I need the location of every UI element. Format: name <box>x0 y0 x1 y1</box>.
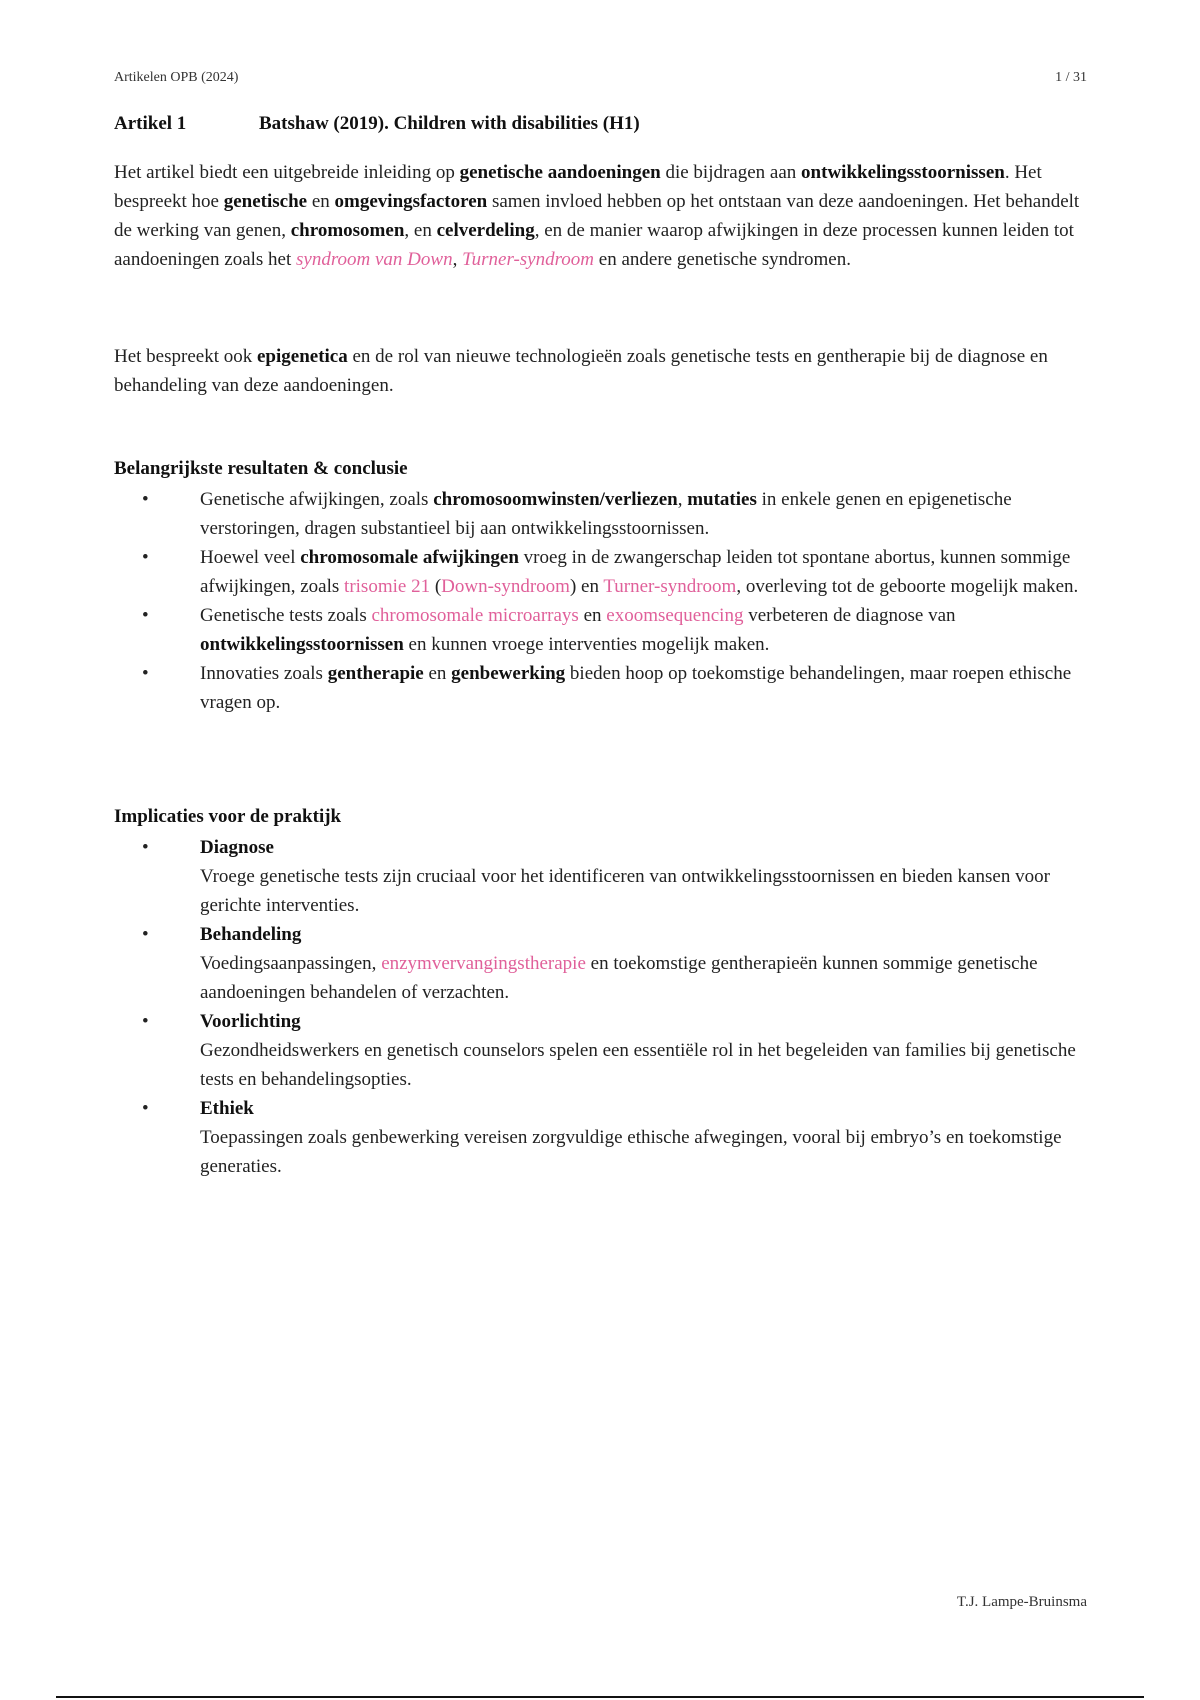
bullet-icon: • <box>142 547 149 568</box>
term-bold: ontwikkelingsstoornissen <box>801 162 1005 183</box>
list-item <box>114 485 1084 543</box>
text-run: en toekomstige gentherapieën kunnen sommige genetische aandoeningen behandelen of verzachten. <box>200 953 1038 1003</box>
text-run: ) en <box>569 576 604 597</box>
footer-author: T.J. Lampe-Bruinsma <box>956 1594 1087 1610</box>
text-run: Het bespreekt ook <box>114 346 257 367</box>
term-bold: ontwikkelingsstoornissen <box>200 634 404 655</box>
term-highlight: syndroom van Down <box>296 249 453 270</box>
text-run: verbeteren de diagnose van <box>743 605 956 626</box>
text-run: , <box>452 249 463 270</box>
text-run: vroeg in de zwangerschap leiden tot spontane abortus, kunnen sommige afwijkingen, zoals <box>200 547 1071 597</box>
term-highlight: Turner-syndroom <box>603 576 737 597</box>
article-title: Batshaw (2019). Children with disabilities (H1) <box>259 113 640 134</box>
text-run: . Het bespreekt hoe <box>114 162 1042 212</box>
text-run: Genetische afwijkingen, zoals <box>200 489 434 510</box>
running-header-title: Artikelen OPB (2024) <box>114 70 239 85</box>
list-item <box>114 659 1084 717</box>
item-label: Diagnose <box>200 837 274 858</box>
bullet-icon: • <box>142 663 149 684</box>
text-run: , en de manier waarop afwijkingen in deze processen kunnen leiden tot aandoeningen zoals het <box>114 220 1074 270</box>
bullet-icon: • <box>142 924 149 945</box>
text-run: bieden hoop op toekomstige behandelingen, maar roepen ethische vragen op. <box>200 663 1072 713</box>
results-list <box>114 485 1084 717</box>
term-bold: gentherapie <box>327 663 424 684</box>
text-run: , overleving tot de geboorte mogelijk maken. <box>736 576 1079 597</box>
list-item <box>114 1007 1084 1094</box>
term-bold: genetische aandoeningen <box>459 162 661 183</box>
intro-paragraph-1 <box>114 158 1084 274</box>
article-heading <box>114 113 640 135</box>
text-run: en kunnen vroege interventies mogelijk maken. <box>403 634 770 655</box>
term-highlight: chromosomale microarrays <box>371 605 579 626</box>
item-text: Toepassingen zoals genbewerking vereisen zorgvuldige ethische afwegingen, vooral bij embryo’s en toekomstige generaties. <box>200 1127 1062 1177</box>
item-label: Voorlichting <box>200 1011 301 1032</box>
term-highlight: enzymvervangingstherapie <box>381 953 586 974</box>
text-run: in enkele genen en epigenetische verstoringen, dragen substantieel bij aan ontwikkelingsstoornissen. <box>200 489 1012 539</box>
term-highlight: Down-syndroom <box>441 576 570 597</box>
list-item <box>114 1094 1084 1181</box>
text-run: Voedingsaanpassingen, <box>200 953 382 974</box>
term-highlight: exoomsequencing <box>606 605 744 626</box>
term-bold: chromosomen <box>290 220 405 241</box>
term-bold: chromosoomwinsten/verliezen <box>433 489 678 510</box>
intro-paragraph-2 <box>114 342 1084 400</box>
item-label: Behandeling <box>200 924 302 945</box>
text-run: die bijdragen aan <box>660 162 802 183</box>
term-highlight: trisomie 21 <box>344 576 431 597</box>
text-run: Het artikel biedt een uitgebreide inleiding op <box>114 162 460 183</box>
text-run: en andere genetische syndromen. <box>594 249 851 270</box>
item-label: Ethiek <box>200 1098 254 1119</box>
term-bold: mutaties <box>687 489 757 510</box>
bullet-icon: • <box>142 605 149 626</box>
results-heading: Belangrijkste resultaten & conclusie <box>114 458 408 479</box>
page-number: 1 / 31 <box>1055 70 1087 85</box>
term-bold: epigenetica <box>256 346 348 367</box>
term-bold: omgevingsfactoren <box>334 191 488 212</box>
text-run: , en <box>404 220 437 241</box>
implications-heading: Implicaties voor de praktijk <box>114 806 342 827</box>
term-bold: genbewerking <box>451 663 566 684</box>
list-item <box>114 543 1084 601</box>
list-item <box>114 601 1084 659</box>
term-bold: celverdeling <box>436 220 535 241</box>
item-text: Gezondheidswerkers en genetisch counselors spelen een essentiële rol in het begeleiden van families bij genetische tests en behandelingsopties. <box>200 1040 1076 1090</box>
term-bold: genetische <box>223 191 308 212</box>
article-number: Artikel 1 <box>114 113 187 134</box>
bullet-icon: • <box>142 489 149 510</box>
term-highlight: Turner-syndroom <box>462 249 595 270</box>
text-run: Genetische tests zoals <box>200 605 372 626</box>
text-run: en <box>423 663 452 684</box>
bullet-icon: • <box>142 837 149 858</box>
text-run: Innovaties zoals <box>200 663 328 684</box>
list-item <box>114 833 1084 920</box>
bullet-icon: • <box>142 1098 149 1119</box>
implications-list <box>114 833 1084 1181</box>
bullet-icon: • <box>142 1011 149 1032</box>
text-run: Hoewel veel <box>200 547 301 568</box>
term-bold: chromosomale afwijkingen <box>300 547 519 568</box>
text-run: en <box>307 191 335 212</box>
text-run: en <box>578 605 607 626</box>
page-bottom-rule <box>56 1696 1144 1698</box>
list-item <box>114 920 1084 1007</box>
text-run: en de rol van nieuwe technologieën zoals genetische tests en gentherapie bij de diagnose en behandeling van deze aandoeningen. <box>114 346 1048 396</box>
text-run: samen invloed hebben op het ontstaan van deze aandoeningen. Het behandelt de werking van genen, <box>114 191 1080 241</box>
text-run: ( <box>430 576 442 597</box>
item-text: Vroege genetische tests zijn cruciaal voor het identificeren van ontwikkelingsstoornissen en bieden kansen voor gerichte interventies. <box>200 866 1050 916</box>
text-run: , <box>677 489 688 510</box>
